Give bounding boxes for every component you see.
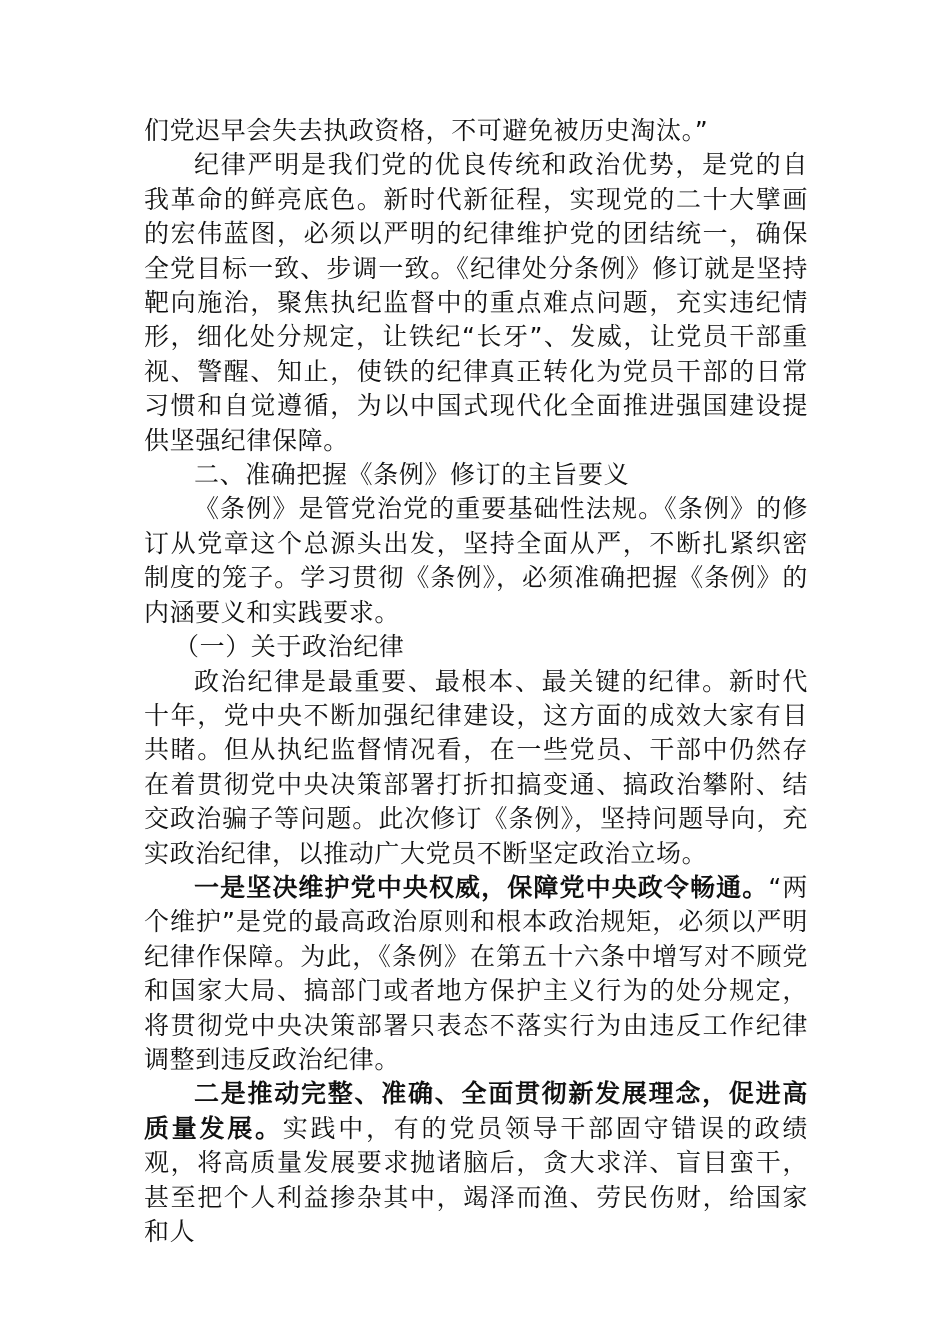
subsection-heading-political: （一）关于政治纪律 bbox=[174, 632, 405, 662]
paragraph-point-two bbox=[144, 1077, 808, 1249]
point-two-lead: 二是推动完整、准确、全面贯彻新发展理念，促进高质量发展。 bbox=[144, 1079, 808, 1143]
paragraph-point-one bbox=[144, 871, 808, 1077]
point-two-text: 实践中，有的党员领导干部固守错误的政绩观，将高质量发展要求抛诸脑后，贪大求洋、盲目蛮干，甚至把个人利益掺杂其中，竭泽而渔、劳民伤财，给国家和人 bbox=[144, 1113, 808, 1246]
paragraph-discipline-tradition: 纪律严明是我们党的优良传统和政治优势，是党的自我革命的鲜亮底色。新时代新征程，实现党的二十大擘画的宏伟蓝图，必须以严明的纪律维护党的团结统一，确保全党目标一致、步调一致。《纪律处分条例》修订就是坚持靶向施治，聚焦执纪监督中的重点难点问题，充实违纪情形，细化处分规定，让铁纪“长牙”、发威，让党员干部重视、警醒、知止，使铁的纪律真正转化为党员干部的日常习惯和自觉遵循，为以中国式现代化全面推进强国建设提供坚强纪律保障。 bbox=[144, 150, 808, 455]
paragraph-continuation: 们党迟早会失去执政资格，不可避免被历史淘汰。” bbox=[144, 116, 709, 145]
document-body bbox=[144, 114, 808, 1249]
paragraph-regulations-basis: 《条例》是管党治党的重要基础性法规。《条例》的修订从党章这个总源头出发，坚持全面从严，不断扎紧织密制度的笼子。学习贯彻《条例》，必须准确把握《条例》的内涵要义和实践要求。 bbox=[144, 494, 808, 627]
paragraph-political-discipline: 政治纪律是最重要、最根本、最关键的纪律。新时代十年，党中央不断加强纪律建设，这方面的成效大家有目共睹。但从执纪监督情况看，在一些党员、干部中仍然存在着贯彻党中央决策部署打折扣搞变通、搞政治攀附、结交政治骗子等问题。此次修订《条例》，坚持问题导向，充实政治纪律，以推动广大党员不断坚定政治立场。 bbox=[144, 666, 808, 868]
section-heading-2: 二、准确把握《条例》修订的主旨要义 bbox=[194, 460, 630, 490]
point-one-text: “两个维护”是党的最高政治原则和根本政治规矩，必须以严明纪律作保障。为此，《条例》在第五十六条中增写对不顾党和国家大局、搞部门或者地方保护主义行为的处分规定，将贯彻党中央决策部署只表态不落实行为由违反工作纪律调整到违反政治纪律。 bbox=[144, 872, 809, 1074]
point-one-lead: 一是坚决维护党中央权威，保障党中央政令畅通。 bbox=[194, 872, 769, 902]
